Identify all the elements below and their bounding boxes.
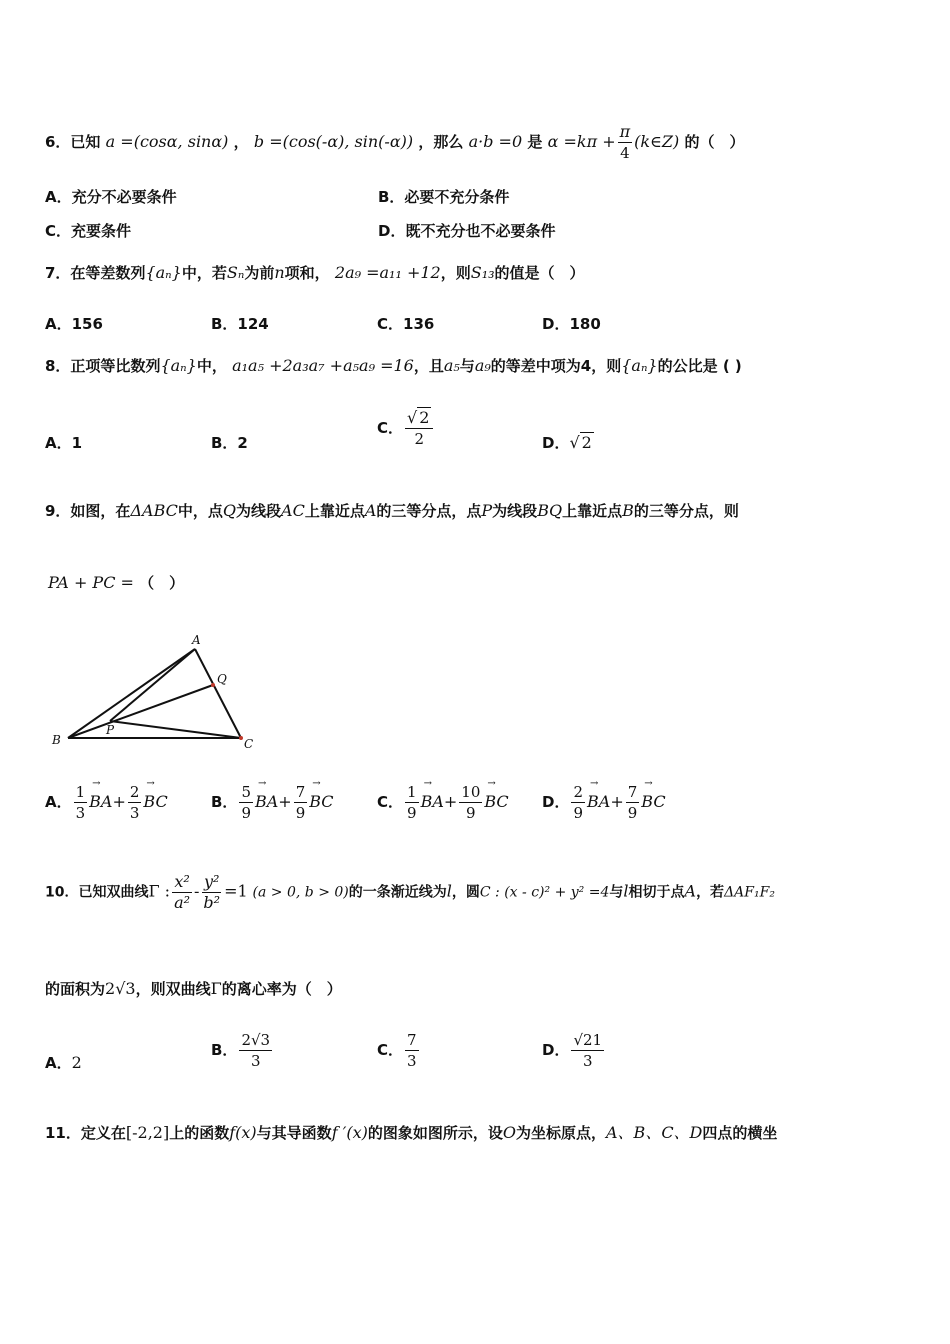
q7-n: n [274, 263, 285, 282]
q8-stem [45, 355, 742, 376]
q8-equation: a₁a₅ +2a₃a₇ +a₅a₉ =16 [232, 356, 414, 375]
vector-bc: → BC [484, 792, 508, 811]
q9-option-a: A． $\frac{1}{3}$ → BA+ $\frac{2}{3}$ → BC [45, 782, 168, 823]
q9-text-1: 9．如图，在 [45, 502, 131, 520]
q9-segment-ac: AC [281, 501, 305, 520]
q10-triangle: ΔAF₁F₂ [724, 884, 775, 901]
q9-text-8: 的三等分点，则 [633, 502, 739, 520]
plus-sign: + [610, 792, 624, 811]
q9-point-q: Q [222, 501, 236, 520]
vector-bc: → BC [641, 792, 665, 811]
q10-then-text: ，则双曲线 [135, 980, 211, 998]
q10-option-d: D． $\frac{√21}{3}$ [542, 1031, 603, 1070]
q7-option-b: B．124 [211, 315, 269, 333]
q10-option-d-label: D． [542, 1041, 570, 1059]
q9-option-b: B． $\frac{5}{9}$ → BA+ $\frac{7}{9}$ → BC [211, 782, 334, 823]
q10-area-value: 2√3 [105, 979, 136, 998]
q10-point-a: A [684, 881, 697, 901]
q11-derivative: f ′(x) [331, 1123, 368, 1142]
q9-option-d-label: D． [542, 793, 570, 811]
q6-number: 6．已知 [45, 133, 101, 151]
q6-condition-tail: (k∈Z) [634, 132, 680, 151]
q9-option-b-label: B． [211, 793, 238, 811]
q10-option-b-label: B． [211, 1041, 238, 1059]
q7-text-2: 中，若 [181, 264, 227, 282]
label-b: B [52, 733, 61, 747]
q9-option-d: D． $\frac{2}{9}$ → BA+ $\frac{7}{9}$ → BC [542, 782, 666, 823]
q9-stem [45, 500, 739, 521]
plus-sign: + [112, 792, 126, 811]
q8-text-1: 8．正项等比数列 [45, 357, 161, 375]
q10-condition: (a > 0, b > 0) [252, 884, 349, 901]
vector-bc: → BC [143, 792, 167, 811]
q9-triangle: ΔABC [130, 501, 178, 520]
q6-condition: α =kπ + [547, 132, 616, 151]
q10-option-a [45, 1052, 82, 1073]
q6-pi-over-4: $\frac{\pi}{4}$ [619, 122, 631, 162]
q10-gamma: Γ : [148, 881, 171, 901]
segment-ac [195, 649, 241, 738]
plus-sign: + [278, 792, 292, 811]
label-a: A [192, 633, 201, 647]
q11-text-6: 四点的横坐 [702, 1124, 778, 1142]
q9-text-2: 中，点 [177, 502, 223, 520]
q9-text-3: 为线段 [236, 502, 282, 520]
q8-text-5: 的等差中项为4，则 [490, 357, 622, 375]
q11-stem [45, 1120, 777, 1143]
vector-ba: → BA [255, 792, 278, 811]
q10-circle: C : (x - c)² + y² =4 [479, 884, 610, 901]
q7-s13: S₁₃ [470, 263, 495, 282]
q9-text-4: 上靠近点 [304, 502, 365, 520]
q8-option-c-label: C． [377, 419, 404, 437]
q9-paren: （ ） [139, 574, 185, 592]
q7-option-d: D．180 [542, 315, 601, 333]
q10-text-6: ，若 [696, 884, 725, 901]
q7-text-6: 的值是（ ） [494, 264, 585, 282]
q11-origin: O [502, 1123, 516, 1142]
q9-option-c-label: C． [377, 793, 404, 811]
q9-point-p: P [481, 501, 493, 520]
q8-sequence: {aₙ} [160, 356, 197, 375]
q8-option-c: C． $\frac{√ 2}{2}$ [377, 408, 435, 449]
q9-triangle-figure [48, 628, 263, 758]
q10-equals-one: =1 [224, 881, 248, 901]
q8-text-3: ，且 [413, 357, 444, 375]
q9-option-a-label: A． [45, 793, 72, 811]
q10-area-text: 的面积为 [45, 980, 106, 998]
q10-option-a-value: 2 [71, 1053, 82, 1072]
point-q-marker [211, 683, 215, 687]
q7-equation: 2a₉ =a₁₁ +12 [334, 263, 441, 282]
q8-sequence-2: {aₙ} [621, 356, 658, 375]
vector-ba: → BA [89, 792, 112, 811]
q9-option-c: C． $\frac{1}{9}$ → BA+ $\frac{10}{9}$ → BC [377, 782, 509, 823]
q9-text-6: 为线段 [492, 502, 538, 520]
q6-stem: 6．已知 a =(cosα, sinα) ， b =(cos(-α), sin(-α)) ，那么 a·b =0 是 α =kπ + $\frac{\pi}{4}$ (k∈Z) 的（ ） [45, 122, 745, 162]
q8-text-6: 的公比是 ( ) [657, 357, 742, 375]
q9-expr: PA + PC = [48, 573, 134, 592]
q6-option-d: D．既不充分也不必要条件 [378, 222, 556, 240]
q10-option-c: C． $\frac{7}{3}$ [377, 1031, 417, 1070]
q6-is: 是 [527, 133, 543, 151]
q7-stem [45, 262, 585, 283]
q10-option-c-label: C． [377, 1041, 404, 1059]
q8-option-b: B．2 [211, 434, 248, 452]
label-p: P [106, 723, 115, 737]
vector-bc: → BC [309, 792, 333, 811]
q7-text-5: ，则 [440, 264, 471, 282]
q10-minus: - [194, 881, 200, 901]
q10-text-3: ，圆 [451, 884, 480, 901]
q8-text-4: 与 [459, 357, 475, 375]
q11-text-5: 为坐标原点， [515, 1124, 606, 1142]
q11-function: f(x) [229, 1123, 257, 1142]
q10-text-2: 的一条渐近线为 [348, 884, 447, 901]
vector-ba: → BA [421, 792, 444, 811]
q10-line-l: l [446, 881, 452, 901]
q7-text-3: 为前 [244, 264, 275, 282]
q11-interval: [-2,2] [125, 1123, 170, 1142]
q6-tail: 的（ ） [684, 133, 745, 151]
q8-a9: a₉ [474, 356, 491, 375]
q8-a5: a₅ [443, 356, 460, 375]
segment-pa [110, 649, 195, 721]
q6-vector-a: a =(cosα, sinα) [105, 132, 229, 151]
label-q: Q [217, 672, 227, 686]
label-c: C [244, 737, 254, 751]
q6-vector-b: b =(cos(-α), sin(-α)) [253, 132, 414, 151]
q6-option-c: C．充要条件 [45, 222, 132, 240]
q8-option-a: A．1 [45, 434, 83, 452]
q7-text-1: 7．在等差数列 [45, 264, 146, 282]
q9-segment-bq: BQ [537, 501, 563, 520]
q7-option-a: A．156 [45, 315, 103, 333]
q6-dot-product: a·b =0 [468, 132, 523, 151]
plus-sign: + [443, 792, 458, 811]
q9-text-7: 上靠近点 [562, 502, 623, 520]
point-c-marker [239, 736, 243, 740]
q6-option-b: B．必要不充分条件 [378, 188, 510, 206]
q10-text-1: 10．已知双曲线 [45, 884, 149, 901]
q8-text-2: 中， [196, 357, 227, 375]
q6-option-a: A．充分不必要条件 [45, 188, 177, 206]
q8-option-d: D．√ 2 [542, 433, 592, 452]
q10-option-a-label: A． [45, 1054, 72, 1072]
segment-bq [68, 685, 213, 738]
q9-expression [48, 572, 184, 593]
q10-gamma-2: Γ [210, 979, 222, 998]
q9-point-b: B [622, 501, 634, 520]
q11-text-4: 的图象如图所示，设 [367, 1124, 503, 1142]
q6-then: ，那么 [418, 133, 464, 151]
q7-sn: Sₙ [226, 263, 245, 282]
q8-option-d-label: D． [542, 434, 570, 452]
q10-eccentricity-text: 的离心率为（ ） [221, 980, 342, 998]
q10-stem: 10．已知双曲线Γ : $\frac{\text{x²}}{\text{a²}}$ - $\frac{\text{y²}}{\text{b²}}$ =1 (a > 0, b > 0)的一条渐近线为l，圆C : (x - c)² + y² =4与l相切于点A，若ΔAF₁F₂ [45, 872, 775, 912]
q11-text-1: 11．定义在 [45, 1124, 126, 1142]
q10-option-b: B． $\frac{2√3}{3}$ [211, 1031, 271, 1070]
q10-stem-line-2 [45, 978, 342, 999]
q10-text-5: 相切于点 [628, 884, 685, 901]
q11-text-2: 上的函数 [169, 1124, 230, 1142]
q7-option-c: C．136 [377, 315, 435, 333]
q7-text-4: 项和， [284, 264, 330, 282]
q10-text-4: 与 [609, 884, 624, 901]
q9-text-5: 的三等分点，点 [376, 502, 482, 520]
segment-pc [110, 721, 241, 738]
q10-line-l-2: l [623, 881, 629, 901]
q7-sequence: {aₙ} [145, 263, 182, 282]
q11-text-3: 与其导函数 [256, 1124, 332, 1142]
vector-ba: → BA [587, 792, 610, 811]
q11-points: A、B、C、D [606, 1123, 703, 1142]
q9-point-a: A [364, 501, 377, 520]
